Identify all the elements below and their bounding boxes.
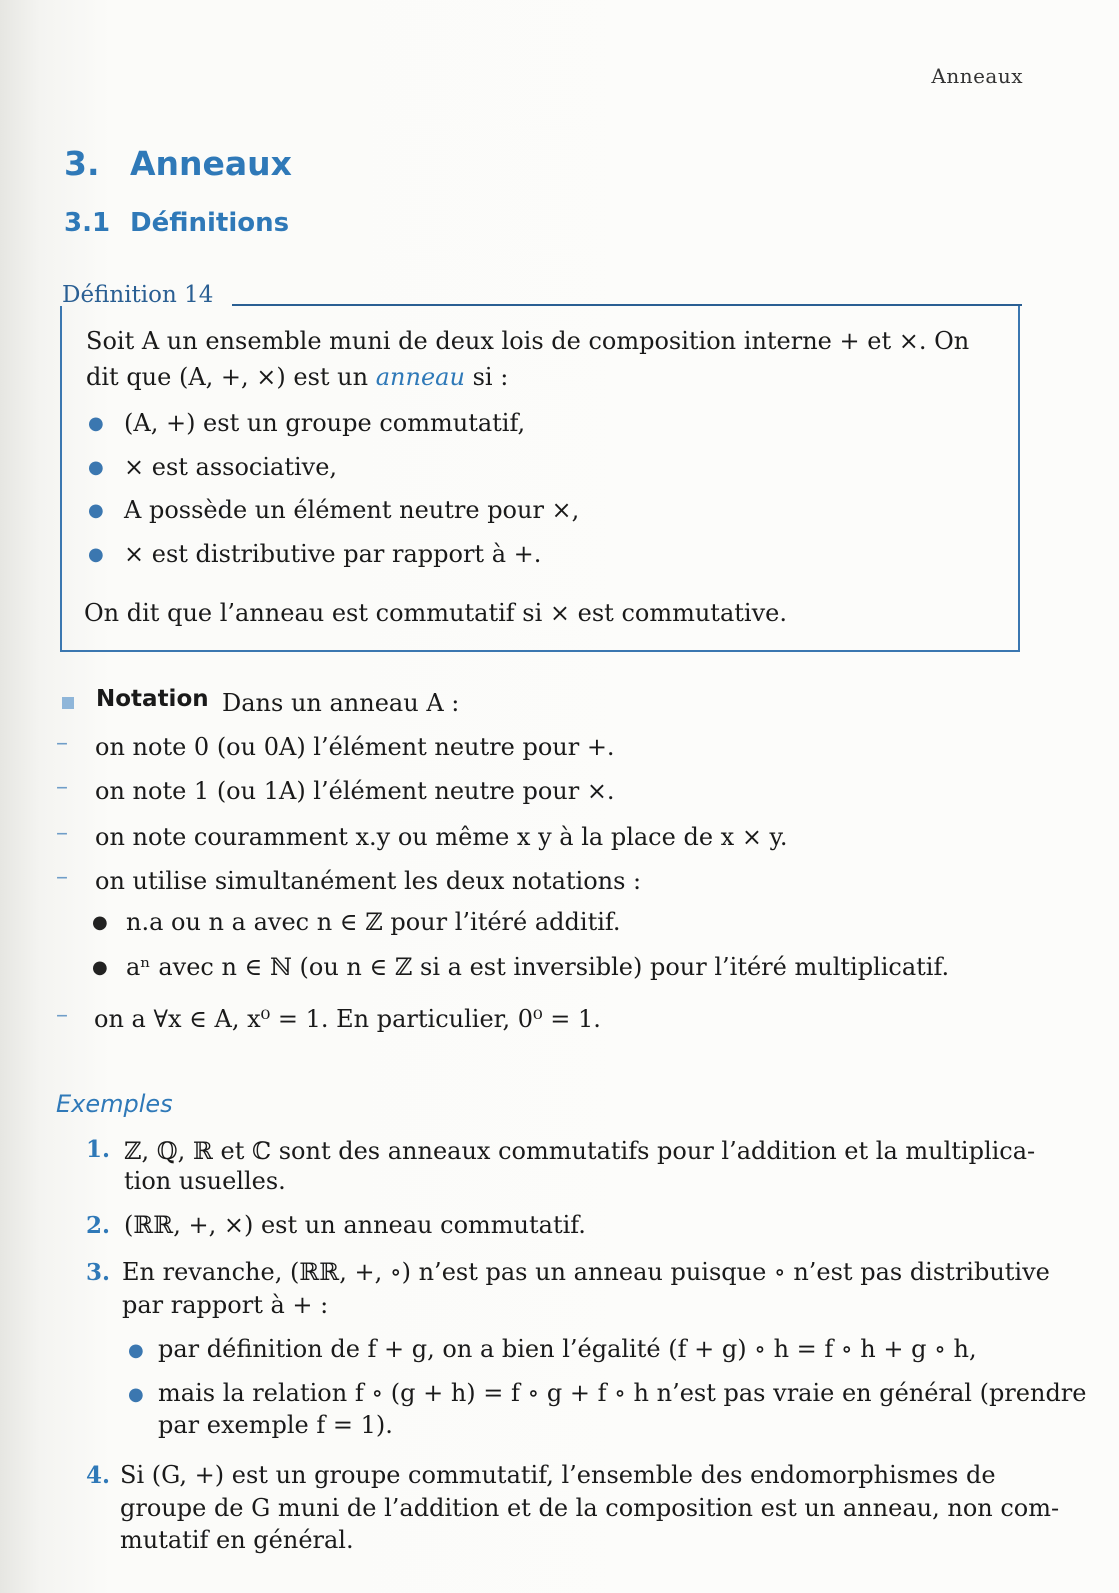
definition-item: × est distributive par rapport à +. — [124, 540, 542, 568]
example-number: 2. — [86, 1212, 111, 1239]
notation-label: Notation — [96, 686, 209, 712]
definition-term: anneau — [375, 363, 465, 391]
bullet-icon: ● — [92, 912, 108, 933]
example-number: 1. — [86, 1136, 111, 1163]
running-head: Anneaux — [931, 64, 1023, 88]
section-title: Définitions — [130, 208, 290, 238]
definition-item: (A, +) est un groupe commutatif, — [124, 409, 526, 437]
example-line: (ℝℝ, +, ×) est un anneau commutatif. — [124, 1211, 586, 1239]
examples-heading: Exemples — [56, 1090, 173, 1118]
definition-item: A possède un élément neutre pour ×, — [124, 496, 580, 524]
notation-sub-item: aⁿ avec n ∈ ℕ (ou n ∈ ℤ si a est inversible) pour l’itéré multiplicatif. — [126, 953, 950, 981]
dash-icon: – — [56, 728, 68, 756]
notation-item: on note 1 (ou 1A) l’élément neutre pour ×. — [95, 777, 615, 805]
dash-icon: – — [56, 1000, 68, 1028]
chapter-title: Anneaux — [130, 144, 292, 183]
example-line: par rapport à + : — [122, 1291, 329, 1319]
dash-icon: – — [56, 818, 68, 846]
example-sub-item: par exemple f = 1). — [158, 1411, 393, 1439]
bullet-icon: ● — [128, 1340, 144, 1361]
example-line: En revanche, (ℝℝ, +, ∘) n’est pas un anneau puisque ∘ n’est pas distributive — [122, 1258, 1050, 1286]
example-sub-item: par définition de f + g, on a bien l’égalité (f + g) ∘ h = f ∘ h + g ∘ h, — [158, 1335, 977, 1363]
bullet-icon: ● — [88, 544, 104, 565]
example-line: Si (G, +) est un groupe commutatif, l’ensemble des endomorphismes de — [120, 1461, 996, 1489]
bullet-icon: ● — [128, 1384, 144, 1405]
bullet-icon: ● — [88, 500, 104, 521]
notation-item: on note 0 (ou 0A) l’élément neutre pour +. — [95, 733, 615, 761]
notation-square-icon — [62, 697, 74, 709]
notation-sub-item: n.a ou n a avec n ∈ ℤ pour l’itéré additif. — [126, 908, 621, 936]
example-line: groupe de G muni de l’addition et de la composition est un anneau, non com- — [120, 1494, 1060, 1522]
example-number: 4. — [86, 1462, 111, 1489]
example-line: mutatif en général. — [120, 1526, 354, 1554]
definition-item: × est associative, — [124, 453, 338, 481]
dash-icon: – — [56, 772, 68, 800]
notation-intro: Dans un anneau A : — [222, 689, 460, 717]
bullet-icon: ● — [92, 957, 108, 978]
section-number: 3.1 — [64, 208, 111, 238]
dash-icon: – — [56, 862, 68, 890]
example-sub-item: mais la relation f ∘ (g + h) = f ∘ g + f ∘ h n’est pas vraie en général (prendre — [158, 1379, 1087, 1407]
notation-item: on note couramment x.y ou même x y à la place de x × y. — [95, 823, 788, 851]
bullet-icon: ● — [88, 413, 104, 434]
definition-intro-line-2: dit que (A, +, ×) est un anneau si : — [86, 363, 509, 391]
notation-last-item: on a ∀x ∈ A, x⁰ = 1. En particulier, 0⁰ = 1. — [94, 1005, 601, 1033]
chapter-number: 3. — [64, 144, 100, 183]
definition-conclusion: On dit que l’anneau est commutatif si × est commutative. — [84, 599, 787, 627]
example-line: tion usuelles. — [124, 1167, 286, 1195]
definition-intro-line-1: Soit A un ensemble muni de deux lois de composition interne + et ×. On — [86, 327, 970, 355]
notation-item: on utilise simultanément les deux notations : — [95, 867, 642, 895]
definition-heading: Définition 14 — [62, 282, 214, 308]
bullet-icon: ● — [88, 457, 104, 478]
example-line: ℤ, ℚ, ℝ et ℂ sont des anneaux commutatifs pour l’addition et la multiplica- — [124, 1137, 1036, 1165]
example-number: 3. — [86, 1259, 111, 1286]
